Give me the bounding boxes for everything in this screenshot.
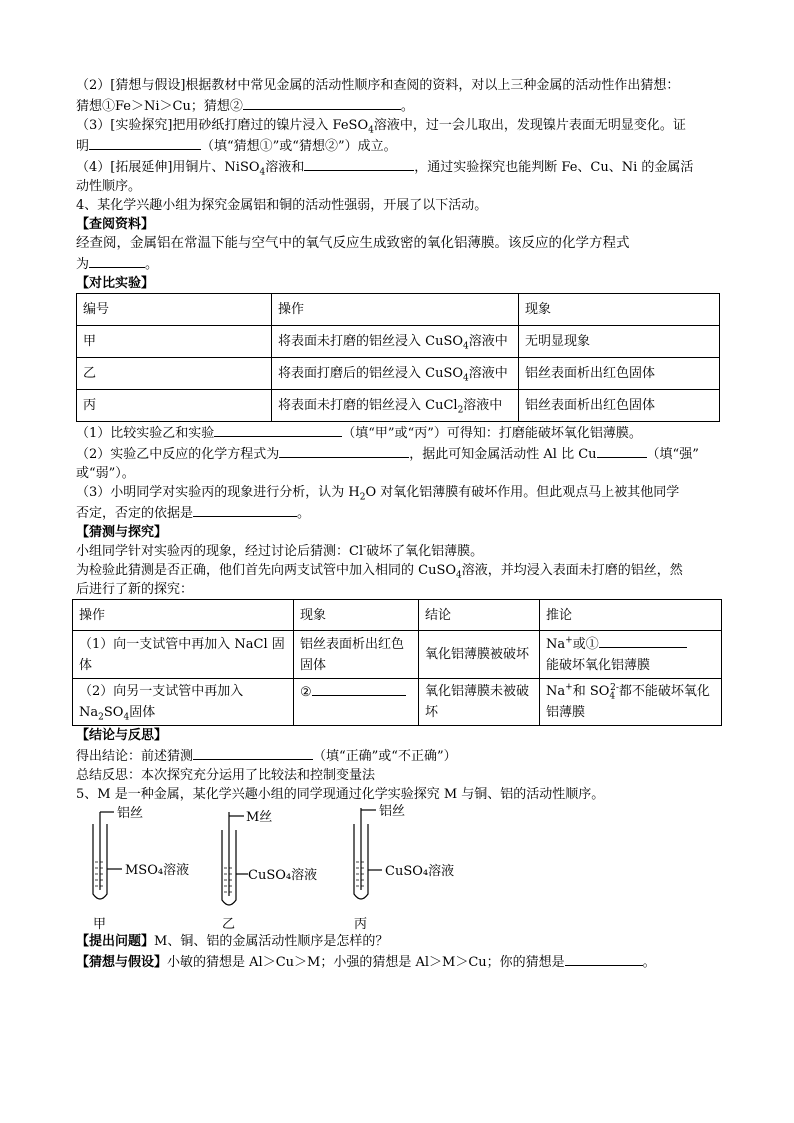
q3-experiment-line: （3）[实验探究]把用砂纸打磨过的镍片浸入 FeSO$_4$溶液中，过一会儿取出，发现镍片表面无明显变化。证 bbox=[76, 118, 686, 136]
table-cell: 甲 bbox=[77, 326, 272, 358]
table-row bbox=[77, 358, 720, 390]
table-header: 推论 bbox=[540, 600, 722, 631]
answer-blank[interactable] bbox=[304, 156, 414, 171]
answer-blank[interactable] bbox=[312, 681, 406, 696]
q3-experiment-line2: 明 （填“猜想①”或“猜想②”）成立。 bbox=[76, 135, 722, 156]
table-header: 操作 bbox=[272, 294, 519, 326]
table-header: 编号 bbox=[77, 294, 272, 326]
q4-sub1: （1）比较实验乙和实验 （填“甲”或“丙”）可得知：打磨能破坏氧化铝薄膜。 bbox=[76, 422, 722, 443]
section-heading: 【结论与反思】 bbox=[76, 728, 168, 743]
tube-label: 丙 bbox=[354, 917, 368, 932]
table-cell: Na+和 $SO_4^{2-}$都不能破坏氧化铝薄膜 bbox=[540, 679, 722, 726]
q4-sub2-cont: 或“弱”）。 bbox=[76, 466, 135, 481]
section-heading: 【对比实验】 bbox=[76, 276, 155, 291]
q3-extension-line: （4）[拓展延伸]用铜片、NiSO$_4$溶液和 ，通过实验探究也能判断 Fe、Cu、Ni 的金属活 bbox=[76, 156, 722, 177]
wire-label: M丝 bbox=[246, 810, 273, 825]
table-cell: （2）向另一支试管中再加入 $Na_2SO_4$固体 bbox=[73, 679, 294, 726]
table-row bbox=[77, 326, 720, 358]
exploration-table bbox=[72, 599, 722, 726]
q4-sub3-cont: 否定，否定的依据是 。 bbox=[76, 502, 722, 523]
q4-lookup-line2: 为 。 bbox=[76, 253, 722, 274]
q4-guess-line3: 后进行了新的探究： bbox=[76, 582, 194, 597]
table-cell: 铝丝表面析出红色固体 bbox=[519, 358, 720, 390]
q4-guess-line: 小组同学针对实验丙的现象，经过讨论后猜测：Cl-破坏了氧化铝薄膜。 bbox=[76, 542, 484, 559]
q3-hypothesis-line2: 猜想①Fe＞Ni＞Cu；猜想② 。 bbox=[76, 95, 722, 116]
table-row bbox=[73, 679, 722, 726]
table-header: 结论 bbox=[419, 600, 540, 631]
table-cell: 丙 bbox=[77, 390, 272, 422]
table-cell: 将表面打磨后的铝丝浸入 CuSO$_4$溶液中 bbox=[272, 358, 519, 390]
worksheet-page bbox=[76, 76, 722, 972]
tube-label: 乙 bbox=[222, 917, 236, 932]
table-header-row bbox=[77, 294, 720, 326]
table-row bbox=[73, 631, 722, 679]
q4-sub3: （3）小明同学对实验丙的现象进行分析，认为 $H_2O$ 对氧化铝薄膜有破坏作用。但此观点马上被其他同学 bbox=[76, 485, 680, 503]
answer-blank[interactable] bbox=[565, 951, 643, 966]
answer-blank[interactable] bbox=[279, 443, 409, 458]
comparison-table bbox=[76, 293, 720, 422]
q4-guess-line2: 为检验此猜测是否正确，他们首先向两支试管中加入相同的 CuSO$_4$溶液，并均浸入表面未打磨的铝丝，然 bbox=[76, 563, 683, 581]
table-row bbox=[77, 390, 720, 422]
table-cell: （1）向一支试管中再加入 NaCl 固体 bbox=[73, 631, 294, 679]
table-header: 现象 bbox=[294, 600, 419, 631]
table-header-row bbox=[73, 600, 722, 631]
solution-label: CuSO₄溶液 bbox=[248, 868, 318, 883]
table-cell: 乙 bbox=[77, 358, 272, 390]
answer-blank[interactable] bbox=[89, 253, 145, 268]
solution-label: CuSO₄溶液 bbox=[385, 864, 455, 879]
table-cell: 铝丝表面析出红色固体 bbox=[294, 631, 419, 679]
table-cell: Na+或① 能破坏氧化铝薄膜 bbox=[540, 631, 722, 679]
table-cell: 氧化铝薄膜未被破坏 bbox=[419, 679, 540, 726]
table-cell: 将表面未打磨的铝丝浸入 CuCl$_2$溶液中 bbox=[272, 390, 519, 422]
answer-blank[interactable] bbox=[193, 502, 297, 517]
table-cell: 铝丝表面析出红色固体 bbox=[519, 390, 720, 422]
q3-hypothesis-line: （2）[猜想与假设]根据教材中常见金属的活动性顺序和查阅的资料，对以上三种金属的活动性作出猜想： bbox=[76, 78, 680, 93]
answer-blank[interactable] bbox=[89, 135, 201, 150]
table-cell: 氧化铝薄膜被破坏 bbox=[419, 631, 540, 679]
table-header: 现象 bbox=[519, 294, 720, 326]
table-cell: 将表面未打磨的铝丝浸入 CuSO$_4$溶液中 bbox=[272, 326, 519, 358]
q5-intro: 5、M 是一种金属，某化学兴趣小组的同学现通过化学实验探究 M 与铜、铝的活动性顺序。 bbox=[76, 787, 605, 802]
q3-extension-line2: 动性顺序。 bbox=[76, 179, 142, 194]
q4-intro: 4、某化学兴趣小组为探究金属铝和铜的活动性强弱，开展了以下活动。 bbox=[76, 198, 488, 213]
answer-blank[interactable] bbox=[214, 422, 342, 437]
table-cell: ② bbox=[294, 679, 419, 726]
q4-conclusion: 得出结论：前述猜测 （填“正确”或“不正确”） bbox=[76, 745, 722, 766]
q4-lookup-line: 经查阅，金属铝在常温下能与空气中的氧气反应生成致密的氧化铝薄膜。该反应的化学方程式 bbox=[76, 235, 630, 251]
test-tubes-svg bbox=[76, 804, 722, 932]
answer-blank[interactable] bbox=[243, 95, 401, 110]
q5-hypothesis: 【猜想与假设】小敏的猜想是 Al＞Cu＞M；小强的猜想是 Al＞M＞Cu；你的猜想是 。 bbox=[76, 951, 722, 972]
tube-label: 甲 bbox=[93, 917, 107, 932]
q4-sub2: （2）实验乙中反应的化学方程式为 ，据此可知金属活动性 Al 比 Cu （填“强” bbox=[76, 443, 722, 464]
section-heading: 【猜测与探究】 bbox=[76, 525, 168, 540]
answer-blank[interactable] bbox=[597, 443, 647, 458]
test-tube-diagram bbox=[76, 804, 722, 932]
table-header: 操作 bbox=[73, 600, 294, 631]
q4-reflection: 总结反思：本次探究充分运用了比较法和控制变量法 bbox=[76, 768, 376, 783]
answer-blank[interactable] bbox=[193, 745, 313, 760]
solution-label: MSO₄溶液 bbox=[125, 863, 190, 878]
q5-question: 【提出问题】M、铜、铝的金属活动性顺序是怎样的？ bbox=[76, 934, 389, 949]
answer-blank[interactable] bbox=[599, 633, 687, 648]
section-heading: 【查阅资料】 bbox=[76, 217, 155, 232]
wire-label: 铝丝 bbox=[117, 806, 144, 821]
wire-label: 铝丝 bbox=[379, 804, 406, 819]
table-cell: 无明显现象 bbox=[519, 326, 720, 358]
